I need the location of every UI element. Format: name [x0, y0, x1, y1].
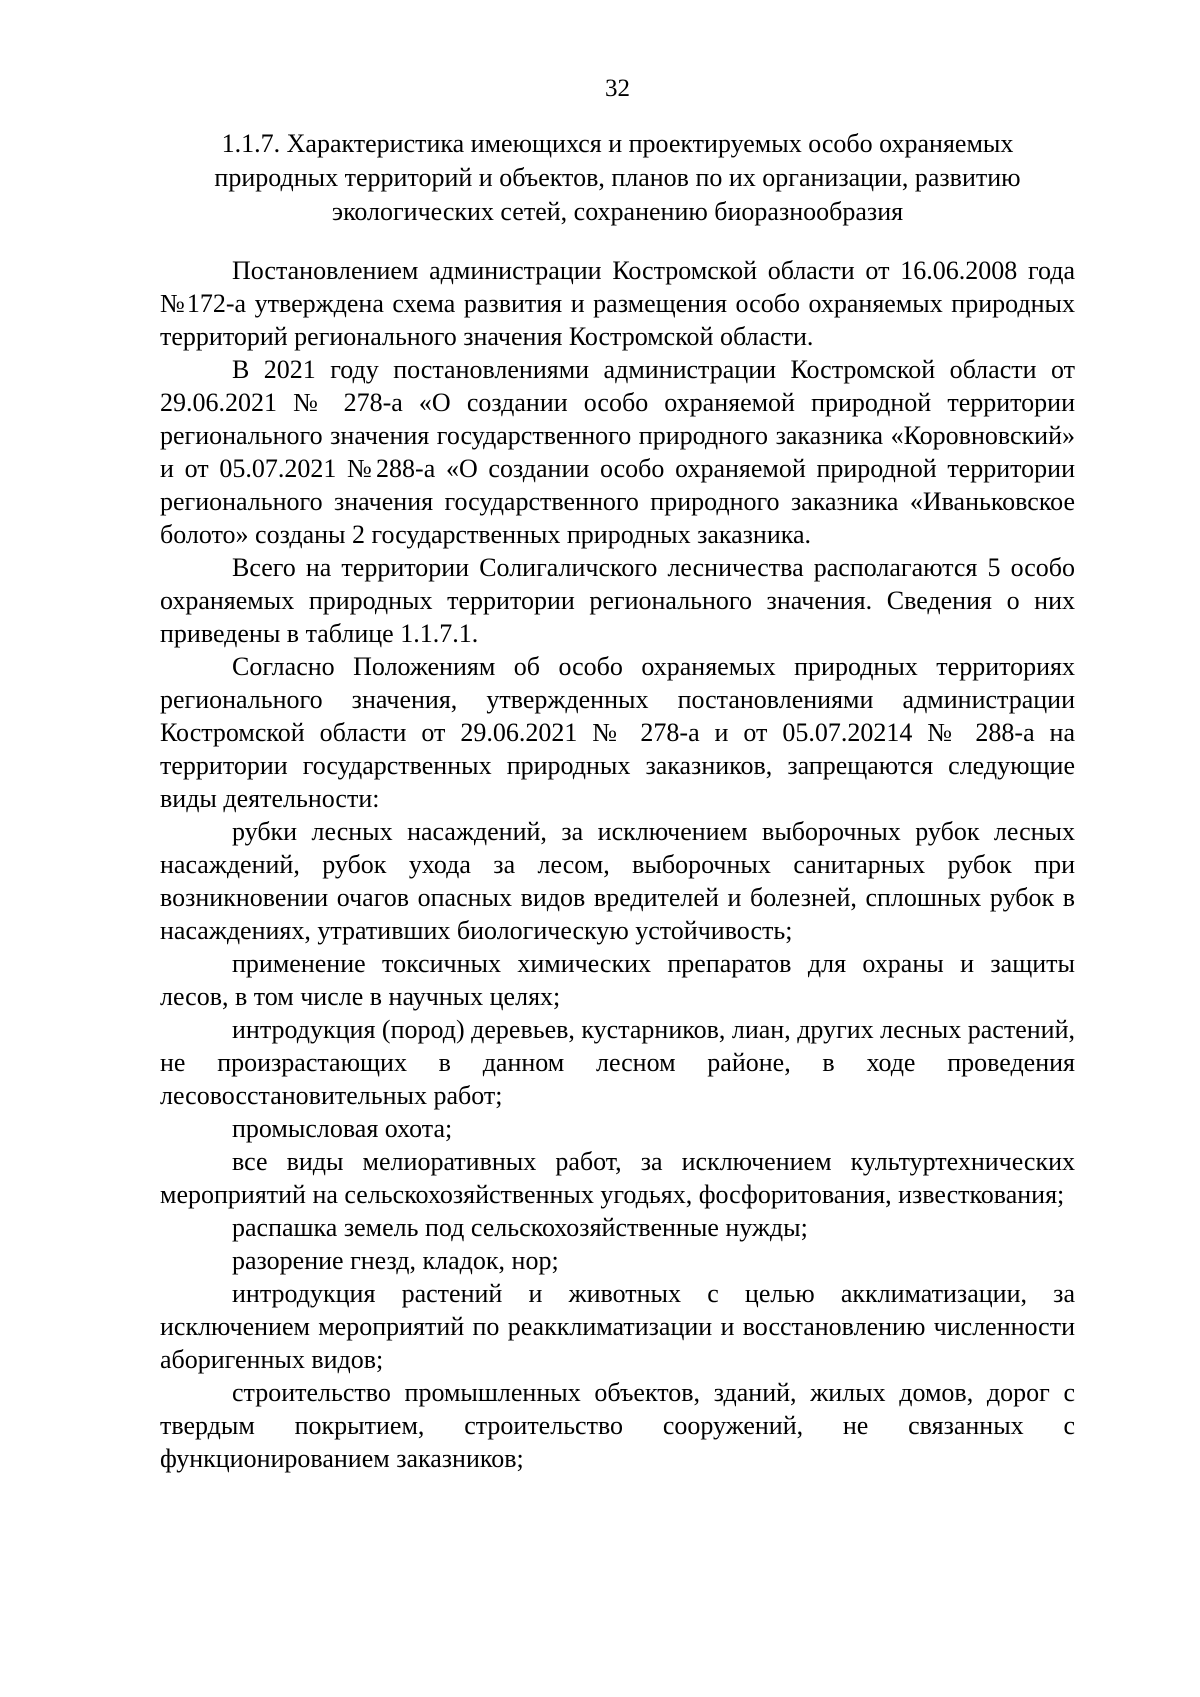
list-item-prohibited-activity: интродукция растений и животных с целью акклиматизации, за исключением мероприятий по реакклиматизации и восстановлению численности аборигенных видов; [160, 1279, 1075, 1374]
paragraph-decrees-2021: В 2021 году постановлениями администрации Костромской области от 29.06.2021 № 278-а «О создании особо охраняемой природной территории регионального значения государственного природного заказника «Коровновский» и от 05.07.2021 №288-а «О создании особо охраняемой природной территории регионального значения государственного природного заказника «Иваньковское болото» созданы 2 государственных природных заказника. [160, 355, 1075, 549]
section-heading [160, 127, 1075, 229]
list-item-prohibited-activity: разорение гнезд, кладок, нор; [232, 1246, 559, 1275]
list-item-prohibited-activity: интродукция (пород) деревьев, кустарников, лиан, других лесных растений, не произрастающих в данном лесном районе, в ходе проведения лесовосстановительных работ; [160, 1015, 1075, 1110]
page-number: 32 [605, 75, 630, 102]
paragraph-protected-areas-count: Всего на территории Солигаличского лесничества располагаются 5 особо охраняемых природных территории регионального значения. Сведения о них приведены в таблице 1.1.7.1. [160, 553, 1075, 648]
list-item-prohibited-activity: промысловая охота; [232, 1114, 453, 1143]
section-heading-line: природных территорий и объектов, планов по их организации, развитию [214, 163, 1021, 192]
section-heading-line: 1.1.7. Характеристика имеющихся и проектируемых особо охраняемых [221, 129, 1014, 158]
section-heading-line: экологических сетей, сохранению биоразнообразия [331, 197, 904, 226]
list-item-prohibited-activity: распашка земель под сельскохозяйственные нужды; [232, 1213, 808, 1242]
list-item-prohibited-activity: рубки лесных насаждений, за исключением выборочных рубок лесных насаждений, рубок ухода за лесом, выборочных санитарных рубок при возникновении очагов опасных видов вредителей и болезней, сплошных рубок в насаждениях, утративших биологическую устойчивость; [160, 817, 1075, 945]
list-item-prohibited-activity: все виды мелиоративных работ, за исключением культуртехнических мероприятий на сельскохозяйственных угодьях, фосфоритования, известкования; [160, 1147, 1075, 1209]
list-item-prohibited-activity: строительство промышленных объектов, зданий, жилых домов, дорог с твердым покрытием, строительство сооружений, не связанных с функционированием заказников; [160, 1378, 1075, 1473]
paragraph-decree-2008: Постановлением администрации Костромской области от 16.06.2008 года №172-а утверждена схема развития и размещения особо охраняемых природных территорий регионального значения Костромской области. [160, 256, 1075, 351]
body-text [160, 254, 1075, 1475]
list-item-prohibited-activity: применение токсичных химических препаратов для охраны и защиты лесов, в том числе в научных целях; [160, 949, 1075, 1011]
paragraph-prohibitions-intro: Согласно Положениям об особо охраняемых природных территориях регионального значения, утвержденных постановлениями администрации Костромской области от 29.06.2021 № 278-а и от 05.07.20214 № 288-а на территории государственных природных заказников, запрещаются следующие виды деятельности: [160, 652, 1075, 813]
